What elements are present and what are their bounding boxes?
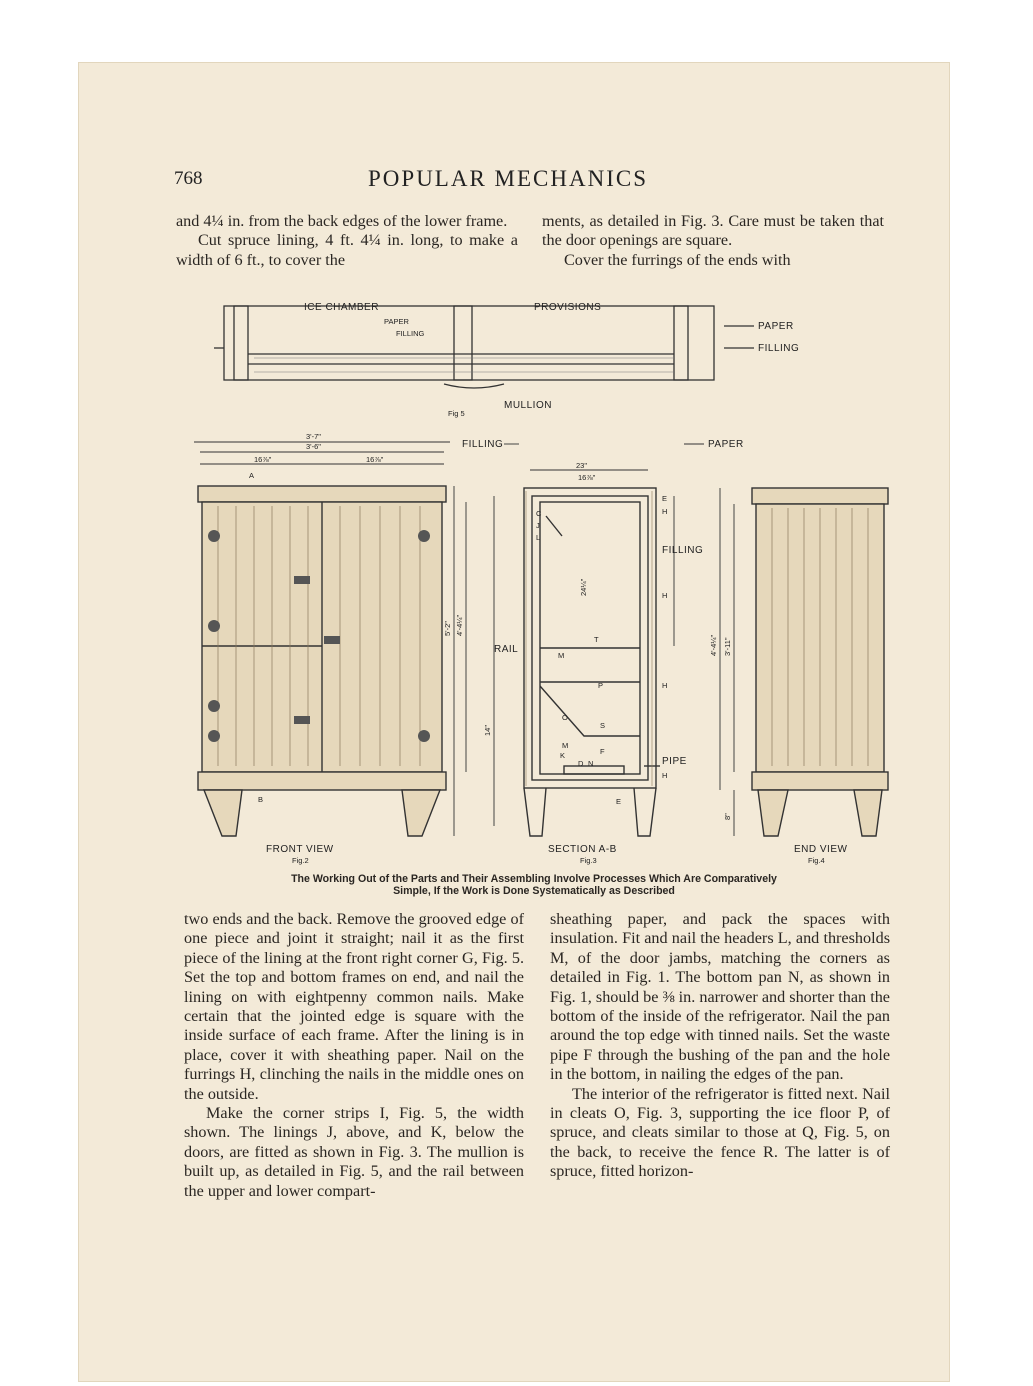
svg-text:J: J (536, 521, 540, 530)
svg-text:S: S (600, 721, 606, 730)
caption-line: Simple, If the Work is Done Systematically as Described (393, 884, 675, 897)
paragraph: The interior of the refrigerator is fitted next. Nail in cleats O, Fig. 3, supporting the ice floor P, of spruce, and cleats similar to those at Q, Fig. 5, on the back, to receive the fence R. The latter is of spruce, fitted horizon- (550, 1084, 890, 1181)
svg-text:M: M (562, 741, 569, 750)
fig3-rail-label: RAIL (494, 644, 519, 655)
paragraph: Cover the furrings of the ends with (564, 250, 791, 269)
fig2-door-width-b: 16⅞" (366, 455, 384, 464)
fig4-leg-height: 8" (723, 813, 732, 820)
svg-text:K: K (560, 751, 566, 760)
top-column-left (176, 212, 518, 270)
bottom-column-left (184, 910, 524, 1201)
fig2-view-label: FRONT VIEW (266, 844, 334, 855)
paragraph: ments, as detailed in Fig. 3. Care must be taken that the door openings are square. (542, 212, 884, 250)
fig5-provisions-label: PROVISIONS (534, 302, 602, 313)
fig2-figure-number: Fig.2 (292, 856, 309, 865)
fig2-inner-width: 3'-6" (306, 442, 321, 451)
fig5-filling-label: FILLING (396, 329, 425, 338)
fig2-overall-width: 3'-7" (306, 432, 321, 441)
fig5-ice-chamber-label: ICE CHAMBER (304, 302, 379, 313)
paragraph: Make the corner strips I, Fig. 5, the width shown. The linings J, above, and K, below the doors, are fitted as shown in Fig. 3. The mullion is built up, as detailed in Fig. 5, and the rail between the upper and lower compart- (184, 1104, 524, 1200)
svg-text:E: E (662, 494, 668, 503)
magazine-title: POPULAR MECHANICS (368, 166, 649, 191)
paragraph: two ends and the back. Remove the grooved edge of one piece and joint it straight; nail it as the first piece of the lining at the front right corner G, Fig. 5. Set the top and bottom frames on end, and nail the lining on with eightpenny common nails. Make certain that the jointed edge is square with the inside surface of each frame. After the lining is in place, cover it with sheathing paper. Nail on the furrings H, clinching the nails in the middle ones on the outside. (184, 910, 524, 1103)
fig5-plan-section (214, 306, 754, 388)
svg-text:H: H (662, 591, 668, 600)
svg-text:F: F (600, 747, 605, 756)
fig4-figure-number: Fig.4 (808, 856, 825, 865)
svg-text:T: T (594, 635, 599, 644)
caption-line: The Working Out of the Parts and Their Assembling Involve Processes Which Are Comparatively (291, 873, 777, 885)
fig5-filling-label-right: FILLING (758, 343, 800, 354)
fig5-paper-label: PAPER (384, 317, 409, 326)
fig2-letter-b: B (258, 795, 264, 804)
fig3-filling-side-label: FILLING (662, 545, 704, 556)
fig3-dimension-lines (494, 444, 704, 826)
fig3-paper-top-label: PAPER (708, 439, 744, 450)
svg-text:L: L (536, 533, 541, 542)
page-header (78, 166, 950, 196)
fig5-mullion-label: MULLION (504, 400, 552, 411)
fig3-section-view (524, 488, 660, 836)
magazine-page (78, 62, 950, 1382)
fig3-width: 23" (576, 461, 588, 470)
svg-text:C: C (536, 509, 542, 518)
svg-text:H: H (662, 507, 668, 516)
figure-caption (174, 874, 894, 897)
fig3-view-label: SECTION A-B (548, 844, 617, 855)
fig2-height-inner: 4'-4¼" (455, 614, 464, 636)
fig3-upper-height: 24¼" (579, 578, 588, 596)
svg-text:P: P (598, 681, 604, 690)
svg-text:H: H (662, 681, 668, 690)
fig4-height: 4'-4¼" (709, 634, 718, 656)
svg-text:E: E (616, 797, 622, 806)
fig5-paper-label-right: PAPER (758, 321, 794, 332)
page-number: 768 (174, 168, 203, 189)
svg-text:D: D (578, 759, 584, 768)
fig2-height: 5'-2" (443, 621, 452, 636)
paragraph: and 4¼ in. from the back edges of the lower frame. (176, 212, 508, 230)
fig3-inner-width: 16⅞" (578, 473, 596, 482)
paragraph: Cut spruce lining, 4 ft. 4¼ in. long, to make a width of 6 ft., to cover the (176, 231, 518, 269)
top-column-right (542, 212, 884, 270)
fig3-lower-height: 14" (483, 724, 492, 736)
bottom-column-right (550, 910, 890, 1182)
paragraph: sheathing paper, and pack the spaces with insulation. Fit and nail the headers L, and thresholds M, of the door jambs, matching the corners as detailed in Fig. 1. The bottom pan N, as shown in Fig. 1, should be ⅜ in. narrower and shorter than the bottom of the inside of the refrigerator. Nail the pan around the top edge with tinned nails. Set the waste pipe F through the bushing of the pan and the hole in the bottom, in nailing the edges of the pan. (550, 910, 890, 1084)
fig4-inner-height: 3'-11" (723, 637, 732, 656)
fig3-pipe-label: PIPE (662, 756, 687, 767)
fig4-end-view (752, 488, 888, 836)
fig3-figure-number: Fig.3 (580, 856, 597, 865)
svg-text:M: M (558, 651, 565, 660)
svg-text:O: O (562, 713, 568, 722)
refrigerator-drawings (174, 296, 894, 876)
fig3-filling-top-label: FILLING (462, 439, 504, 450)
svg-text:H: H (662, 771, 668, 780)
fig4-dimension-lines (720, 488, 734, 836)
fig4-view-label: END VIEW (794, 844, 848, 855)
fig2-front-view (198, 486, 446, 836)
svg-text:N: N (588, 759, 594, 768)
fig2-letter-a: A (249, 471, 255, 480)
fig5-figure-number: Fig 5 (448, 409, 465, 418)
fig2-door-width-a: 16⅞" (254, 455, 272, 464)
